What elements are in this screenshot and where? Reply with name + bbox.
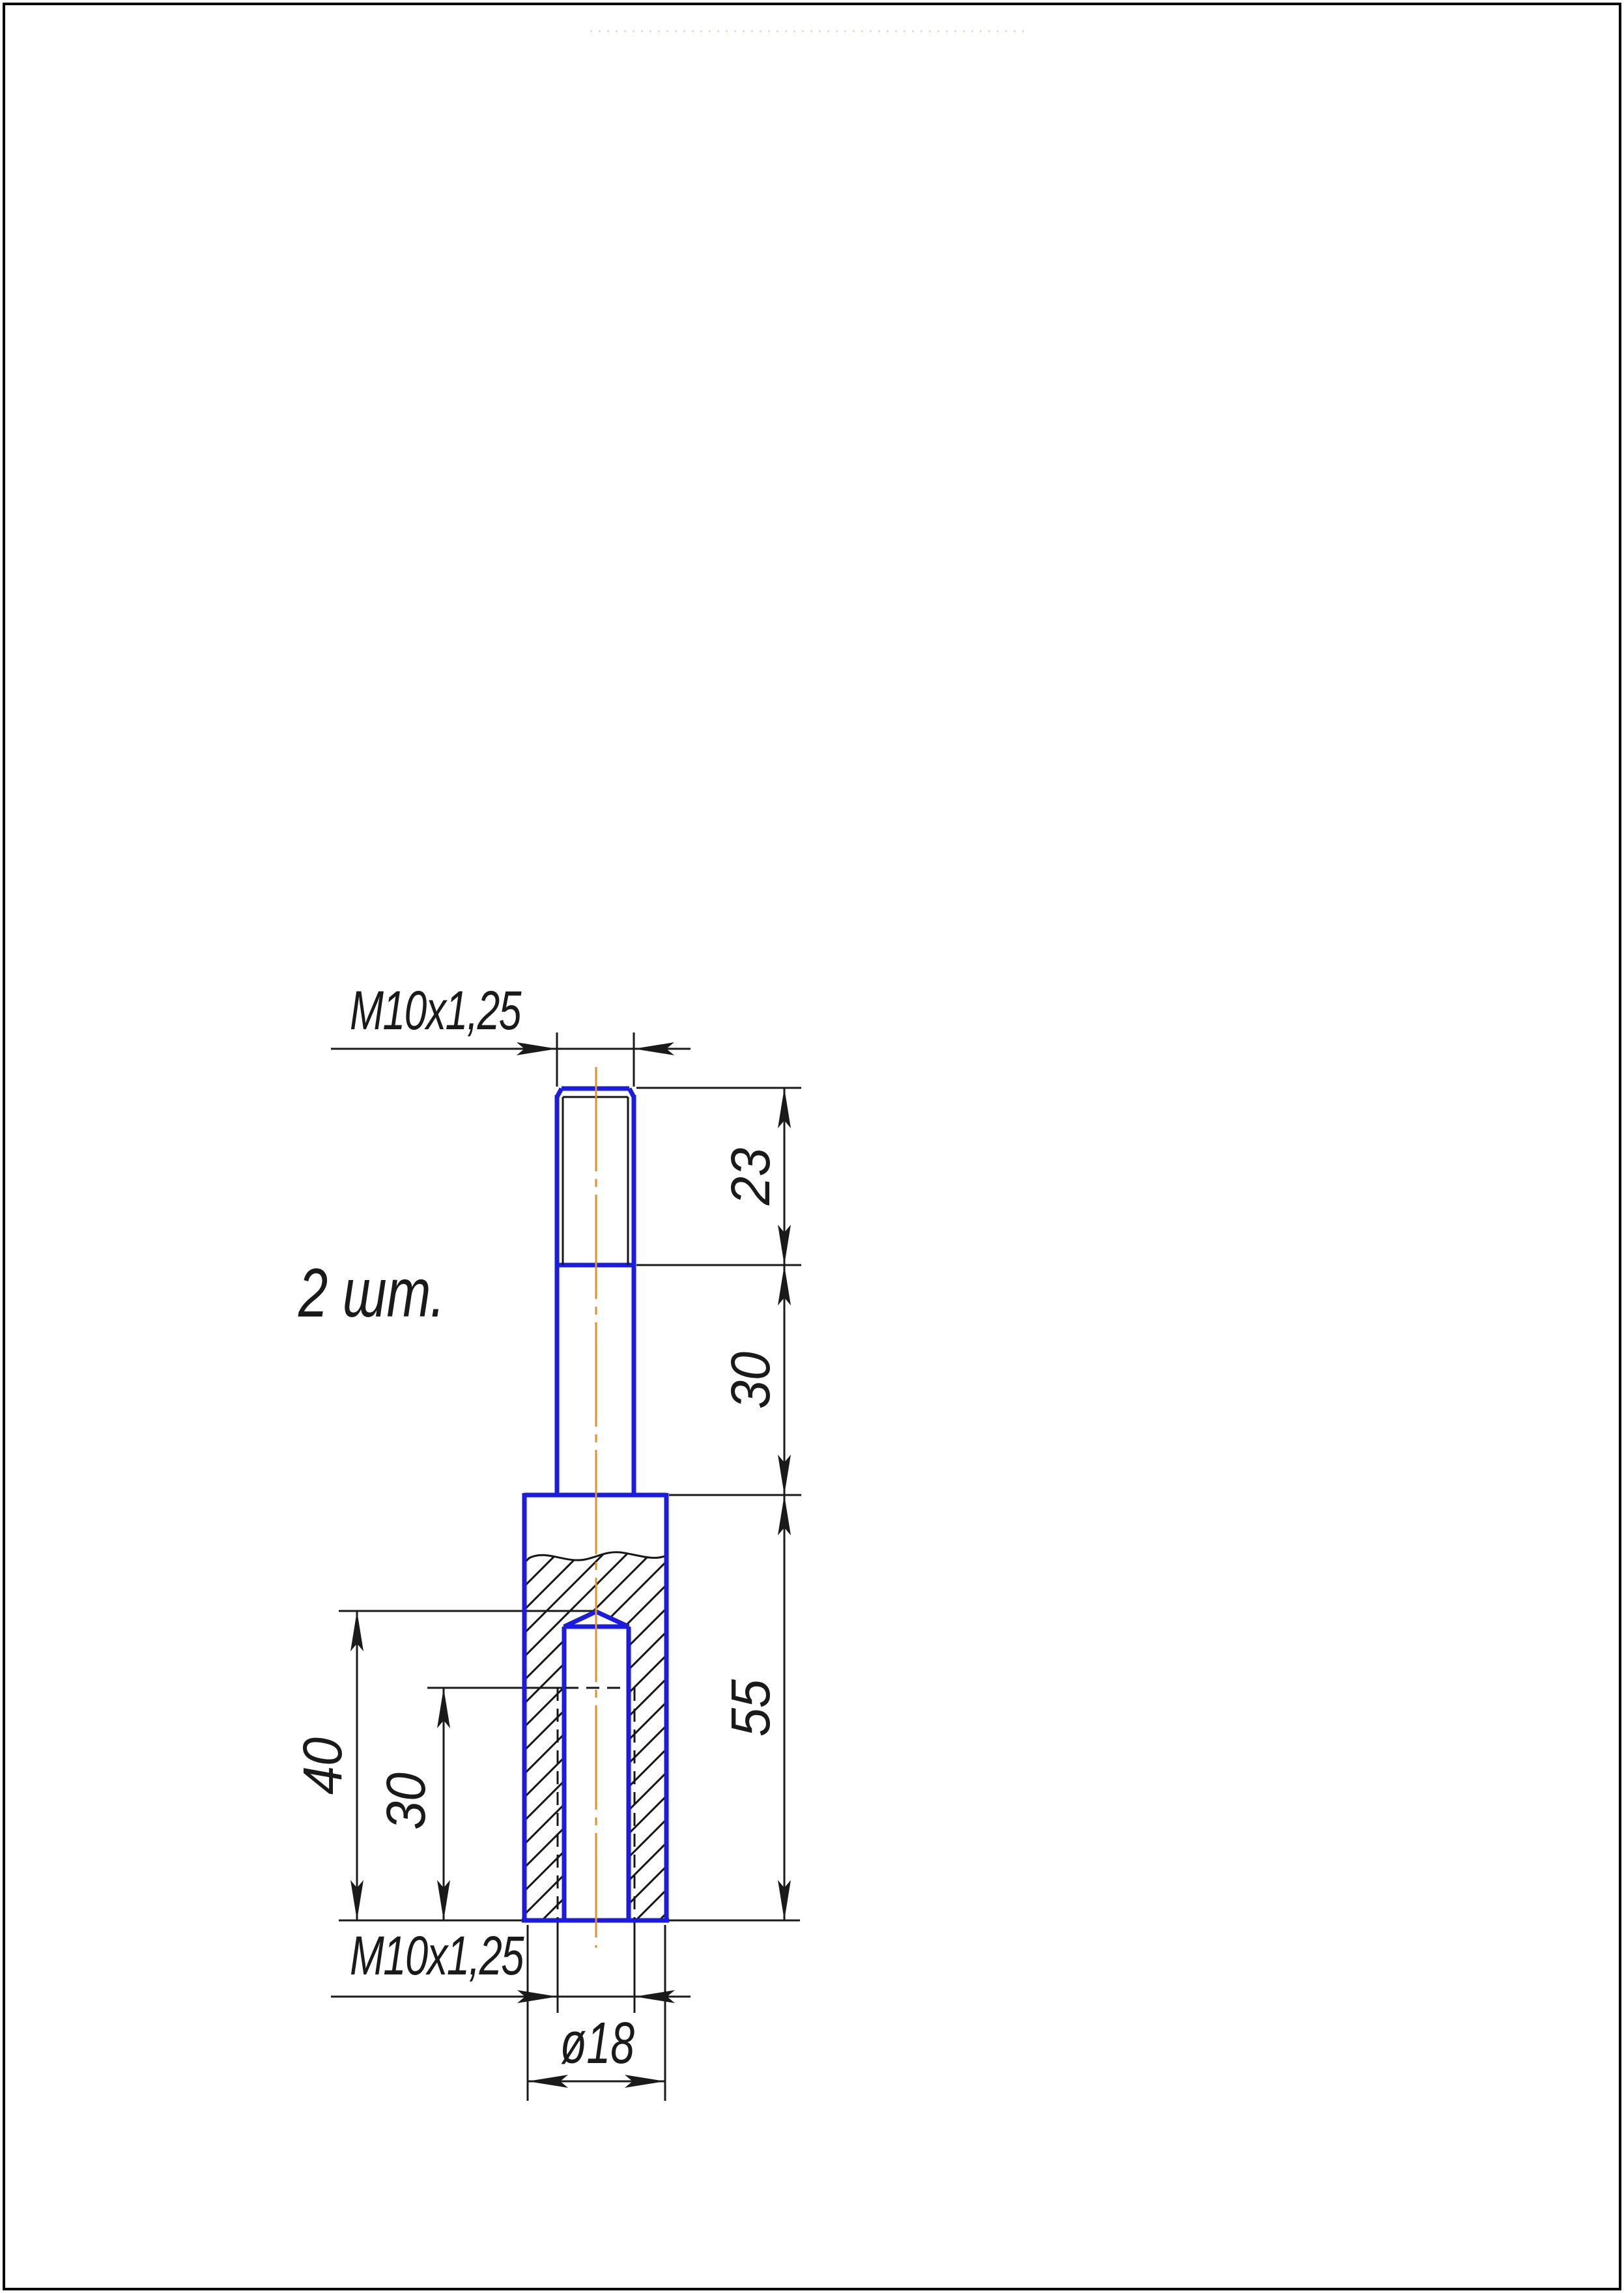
dim-label-30-left: 30 [375,1769,436,1830]
diameter-label: ø18 [560,2011,634,2076]
dim-label-23: 23 [720,1144,781,1205]
page-border [4,4,1620,2289]
dim-label-40: 40 [292,1733,353,1795]
thread-label-top: M10x1,25 [350,980,522,1041]
thread-label-bottom: M10x1,25 [350,1925,524,1986]
dim-label-55: 55 [720,1675,781,1737]
dim-label-30-right: 30 [720,1348,781,1409]
quantity-note: 2 шт. [298,1255,445,1332]
